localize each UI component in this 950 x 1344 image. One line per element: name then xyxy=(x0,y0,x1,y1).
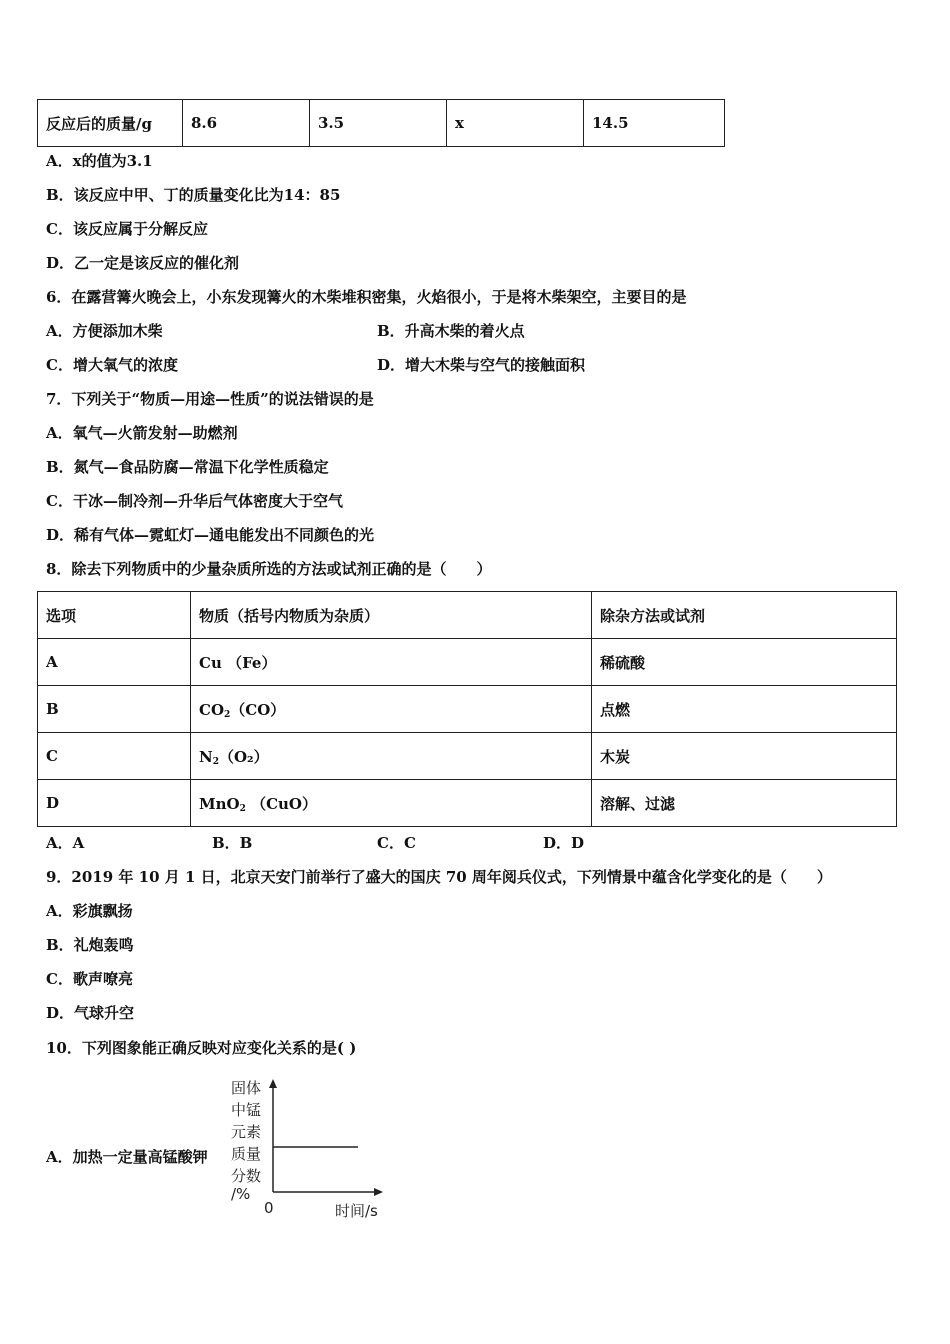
impurity-text: （O₂） xyxy=(218,747,269,766)
substance-text: MnO xyxy=(199,794,240,813)
q10-stem: 10．下列图象能正确反映对应变化关系的是( ) xyxy=(46,1039,357,1057)
impurity-text: （CuO） xyxy=(245,794,317,813)
substance-text: N xyxy=(199,747,213,766)
subscript: 2 xyxy=(212,756,219,767)
q9-option-a[interactable]: A．彩旗飘扬 xyxy=(46,902,133,920)
subscript: 2 xyxy=(224,709,231,720)
y-axis-label-line: 分数 xyxy=(231,1167,262,1185)
table-cell: D xyxy=(38,780,191,827)
impurity-removal-table xyxy=(37,591,897,827)
q9-option-c[interactable]: C．歌声嘹亮 xyxy=(46,970,133,988)
table-cell: x xyxy=(447,100,584,147)
reaction-mass-table xyxy=(37,99,725,147)
q8-answer-c[interactable]: C．C xyxy=(377,834,416,852)
table-row xyxy=(38,733,897,780)
impurity-text: （CO） xyxy=(230,700,286,719)
substance-text: CO xyxy=(199,700,225,719)
q7-option-d[interactable]: D．稀有气体—霓虹灯—通电能发出不同颜色的光 xyxy=(46,526,375,544)
substance-text: Cu （Fe） xyxy=(199,653,277,672)
header-cell: 选项 xyxy=(38,592,191,639)
manganese-fraction-graph xyxy=(228,1075,398,1225)
table-cell: 稀硫酸 xyxy=(592,639,897,686)
q6-stem: 6．在露营篝火晚会上，小东发现篝火的木柴堆积密集，火焰很小，于是将木柴架空，主要目的是 xyxy=(46,288,687,306)
table-cell xyxy=(191,686,592,733)
q9-option-b[interactable]: B．礼炮轰鸣 xyxy=(46,936,134,954)
table-cell: 点燃 xyxy=(592,686,897,733)
table-cell: 3.5 xyxy=(310,100,447,147)
table-cell: 反应后的质量/g xyxy=(38,100,183,147)
table-cell: 溶解、过滤 xyxy=(592,780,897,827)
y-axis-label-line: 中锰 xyxy=(231,1101,262,1119)
q5-option-c[interactable]: C．该反应属于分解反应 xyxy=(46,220,208,238)
q9-option-d[interactable]: D．气球升空 xyxy=(46,1004,135,1022)
table-cell: 木炭 xyxy=(592,733,897,780)
q7-option-a[interactable]: A．氧气—火箭发射—助燃剂 xyxy=(46,424,238,442)
subscript: 2 xyxy=(239,803,246,814)
q8-answer-b[interactable]: B．B xyxy=(212,834,253,852)
table-cell xyxy=(191,780,592,827)
table-row xyxy=(38,100,725,147)
y-axis-arrow-icon xyxy=(269,1079,277,1088)
q5-option-d[interactable]: D．乙一定是该反应的催化剂 xyxy=(46,254,240,272)
table-cell: 8.6 xyxy=(183,100,310,147)
table-cell: A xyxy=(38,639,191,686)
q7-stem: 7．下列关于“物质—用途—性质”的说法错误的是 xyxy=(46,390,374,408)
table-cell: C xyxy=(38,733,191,780)
header-cell: 物质（括号内物质为杂质） xyxy=(191,592,592,639)
table-cell: B xyxy=(38,686,191,733)
q6-option-a[interactable]: A．方便添加木柴 xyxy=(46,322,163,340)
q6-option-c[interactable]: C．增大氧气的浓度 xyxy=(46,356,178,374)
y-axis-label-line: 元素 xyxy=(231,1123,262,1141)
table-row xyxy=(38,639,897,686)
table-header-row xyxy=(38,592,897,639)
table-cell xyxy=(191,733,592,780)
x-axis-label: 时间/s xyxy=(335,1202,378,1220)
q7-option-b[interactable]: B．氮气—食品防腐—常温下化学性质稳定 xyxy=(46,458,329,476)
q5-option-b[interactable]: B．该反应中甲、丁的质量变化比为14：85 xyxy=(46,186,341,204)
q10-option-a[interactable]: A．加热一定量高锰酸钾 xyxy=(46,1148,208,1166)
q7-option-c[interactable]: C．干冰—制冷剂—升华后气体密度大于空气 xyxy=(46,492,343,510)
q5-option-a[interactable]: A．x的值为3.1 xyxy=(46,152,153,170)
header-cell: 除杂方法或试剂 xyxy=(592,592,897,639)
table-row xyxy=(38,780,897,827)
table-cell xyxy=(191,639,592,686)
q6-option-d[interactable]: D．增大木柴与空气的接触面积 xyxy=(377,356,586,374)
q8-answer-d[interactable]: D．D xyxy=(543,834,585,852)
origin-label: 0 xyxy=(264,1199,274,1217)
x-axis-arrow-icon xyxy=(374,1188,383,1196)
q9-stem: 9．2019 年 10 月 1 日，北京天安门前举行了盛大的国庆 70 周年阅兵仪式，下列情景中蕴含化学变化的是（ ） xyxy=(46,868,832,886)
y-axis-label-line: 固体 xyxy=(231,1079,262,1097)
table-row xyxy=(38,686,897,733)
table-cell: 14.5 xyxy=(584,100,725,147)
q8-stem: 8．除去下列物质中的少量杂质所选的方法或试剂正确的是（ ） xyxy=(46,560,492,578)
q8-answer-a[interactable]: A．A xyxy=(46,834,85,852)
q6-option-b[interactable]: B．升高木柴的着火点 xyxy=(377,322,525,340)
y-axis-label-line: 质量 xyxy=(231,1145,262,1163)
y-axis-label-line: /% xyxy=(231,1185,251,1203)
